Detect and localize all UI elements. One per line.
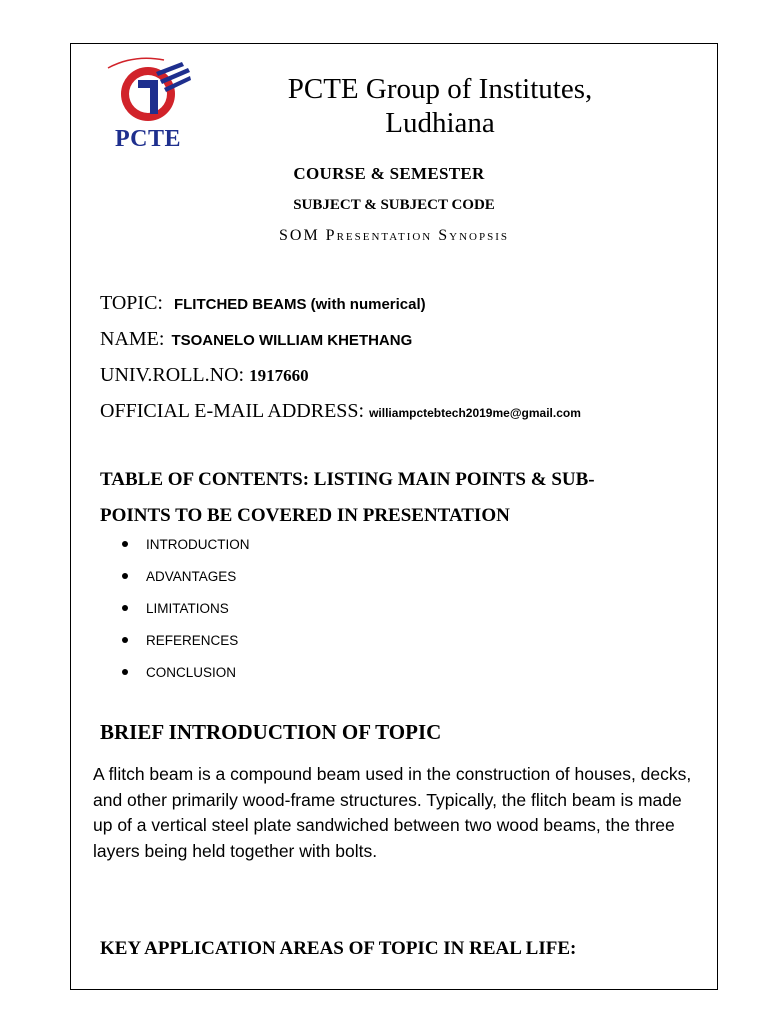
list-item [122,599,250,631]
email-value: williampctebtech2019me@gmail.com [369,406,581,420]
bullet-icon [122,669,128,675]
bullet-icon [122,573,128,579]
bullet-icon [122,541,128,547]
roll-label: UNIV.ROLL.NO: [100,364,245,386]
logo-emblem-icon [104,56,192,126]
topic-field [100,292,426,315]
list-item-label: INTRODUCTION [146,537,250,552]
institute-title-line1: PCTE Group of Institutes, [287,73,593,105]
name-label: NAME: [100,328,165,350]
topic-value: FLITCHED BEAMS (with numerical) [173,296,426,313]
list-item [122,631,250,663]
toc-list [122,535,250,695]
list-item-label: CONCLUSION [146,665,237,680]
intro-paragraph: A flitch beam is a compound beam used in the construction of houses, decks, and other primarily wood-frame structures. Typically, the flitch beam is made up of a vertical steel plate sandwiched between two wood beams, the three layers being held together with bolts. [93,764,692,861]
email-field [100,400,581,423]
list-item-label: REFERENCES [146,633,239,648]
roll-value: 1917660 [249,366,309,385]
email-label: OFFICIAL E-MAIL ADDRESS: [100,400,365,422]
list-item-label: LIMITATIONS [146,601,229,616]
topic-label: TOPIC: [100,292,163,314]
applications-heading: KEY APPLICATION AREAS OF TOPIC IN REAL LIFE: [100,938,577,959]
toc-heading-line2: POINTS TO BE COVERED IN PRESENTATION [100,505,510,526]
subject-code: SUBJECT & SUBJECT CODE [293,197,495,213]
pcte-logo [104,56,192,152]
list-item [122,663,250,695]
bullet-icon [122,605,128,611]
list-item [122,567,250,599]
bullet-icon [122,637,128,643]
list-item [122,535,250,567]
roll-field [100,364,309,387]
name-field [100,328,412,351]
name-value: TSOANELO WILLIAM KHETHANG [171,332,413,349]
institute-title [240,72,640,140]
course-semester: COURSE & SEMESTER [293,164,485,183]
institute-title-line2: Ludhiana [385,107,495,139]
toc-heading-line1: TABLE OF CONTENTS: LISTING MAIN POINTS & SUB- [100,469,595,490]
list-item-label: ADVANTAGES [146,569,237,584]
logo-text: PCTE [114,126,181,152]
intro-heading: BRIEF INTRODUCTION OF TOPIC [100,720,442,744]
synopsis-heading: SOM Presentation Synopsis [279,227,509,244]
toc-heading [100,462,690,534]
